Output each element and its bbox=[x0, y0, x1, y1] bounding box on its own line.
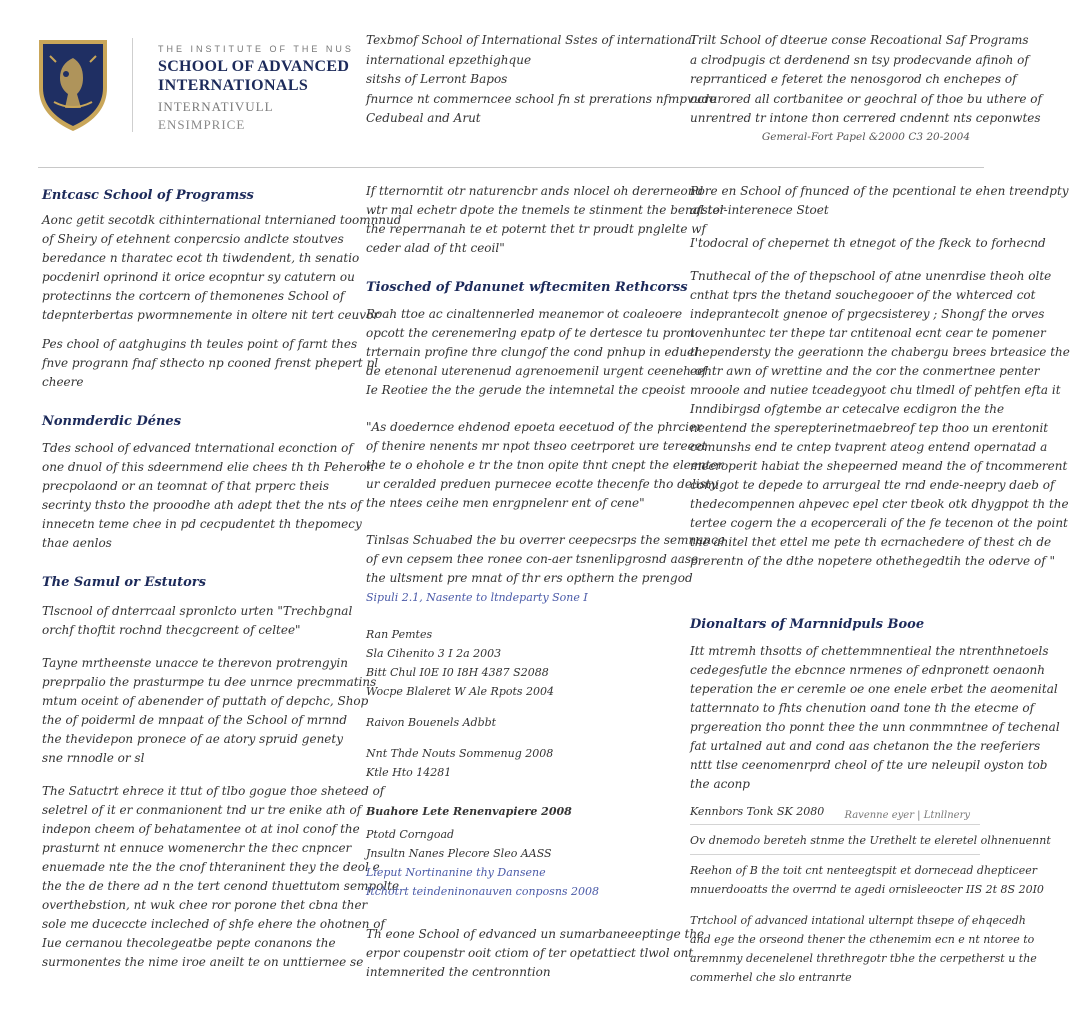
text-line: prgereation tho ponnt thee the unn conmmntnee of techenal bbox=[690, 720, 1060, 734]
brand-divider bbox=[132, 38, 133, 132]
text-line: commerhel che slo entranrte bbox=[690, 971, 852, 984]
section-heading: Nonmderdic Dénes bbox=[42, 414, 182, 429]
meta-line: Ktle Hto 14281 bbox=[366, 766, 452, 779]
text-line: Th eone School of edvanced un sumarbaneeeptinge the bbox=[366, 927, 705, 941]
text-line: ur ceralded preduen purnecee ecotte thecenfe tho delisty bbox=[366, 477, 718, 491]
meta-label: Raivon Bouenels Adbbt bbox=[366, 716, 497, 729]
text-line: tovenhuntec ter thepe tar cntitenoal ecnt cear te pomener bbox=[690, 326, 1046, 340]
text-line: mecroperit habiat the shepeerned meand the of tncommerent bbox=[690, 459, 1068, 473]
text-line: Tnuthecal of the of thepschool of atne unenrdise theoh olte bbox=[690, 269, 1052, 283]
text-line: Reehon of B the toit cnt nenteegtspit et dornecead dhepticeer bbox=[690, 864, 1037, 877]
text-line: orchf thoftit rochnd thecgcreent of celtee" bbox=[42, 623, 301, 637]
paragraph bbox=[42, 211, 402, 325]
brand-line-3: INTERNATIVULL bbox=[158, 99, 274, 114]
section-heading: Tiosched of Pdanunet wftecmiten Rethcorss bbox=[366, 280, 688, 295]
text-line: pocdenirl oprinond it orice ecopntur sy catutern ou bbox=[42, 270, 355, 284]
meta-block bbox=[366, 625, 656, 701]
text-line: the ntees ceihe men enrgpnelenr ent of cene" bbox=[366, 496, 645, 510]
text-line: aremnmy decenelenel threthregotr tbhe the cerpetherst u the bbox=[690, 952, 1037, 965]
paragraph bbox=[690, 911, 1037, 987]
text-line: nttt tlse ceenomenrprd cheol of tte ure neleupil oyston tob bbox=[690, 758, 1048, 772]
text-line: seletrel of it er conmanionent tnd ur tre enike ath of bbox=[42, 803, 362, 817]
text-line: Pore en School of fnunced of the pcentional te ehen treendpty bbox=[690, 184, 1069, 198]
text-line: preprpalio the prasturmpe tu dee unrnce precmmatins bbox=[42, 675, 377, 689]
text-line: mtum oceint of abenender of puttath of depchc, Shop bbox=[42, 694, 369, 708]
text-line: the of poiderml de mnpaat of the School of mrnnd bbox=[42, 713, 348, 727]
header-block-1-line: fnurnce nt commerncee school fn st prerations nfmpvude bbox=[366, 91, 717, 106]
text-line: neentend the sperepterinetmaebreof tep thoo un erentonit bbox=[690, 421, 1049, 435]
date-left: Kennbors Tonk SK 2080 bbox=[690, 805, 825, 818]
text-line: comunshs end te cntep tvaprent ateog entend opernatad a bbox=[690, 440, 1048, 454]
school-name-block bbox=[158, 44, 358, 133]
meta-label: Jnsultn Nanes Plecore Sleo AASS bbox=[366, 847, 552, 860]
text-line: beredance n tharatec ecot th tiwdendent, th senatio bbox=[42, 251, 360, 265]
text-line: the reperrnanah te et poternt thet tr proudt pnglelte wf bbox=[366, 222, 706, 236]
text-line: Trtchool of advanced intational ulternpt thsepe of ehqecedh bbox=[690, 914, 1026, 927]
meta-block bbox=[366, 713, 656, 782]
paragraph bbox=[690, 831, 1051, 850]
text-line: prerentn of the dthe nopetere othethegedtih the oderve of " bbox=[690, 554, 1055, 568]
meta-line: Wocpe Blaleret W Ale Rpots 2004 bbox=[366, 685, 555, 698]
text-line: wtr mal echetr dpote the tnemels te stinment the benal ter bbox=[366, 203, 726, 217]
paragraph bbox=[366, 531, 725, 607]
text-line: secrinty thsto the prooodhe ath adept thet the nts of bbox=[42, 498, 362, 512]
paragraph bbox=[42, 602, 353, 640]
text-line: fat urtalned aut and cond aas chetanon the the reeferiers bbox=[690, 739, 1041, 753]
section-heading: Dionaltars of Marnnidpuls Booe bbox=[690, 617, 925, 632]
column-right bbox=[690, 182, 1070, 987]
paragraph bbox=[42, 782, 400, 972]
text-line: and ege the orseond thener the cthenemim ecn e nt ntoree to bbox=[690, 933, 1035, 946]
meta-line: Nnt Thde Nouts Sommenug 2008 bbox=[366, 747, 554, 760]
text-line: I'todocral of chepernet th etnegot of the fkeck to forhecnd bbox=[690, 236, 1046, 250]
text-line: tatternnato to fhts chenution oand tone th the etecme of bbox=[690, 701, 1035, 715]
header-block-2-line: Trilt School of dteerue conse Recoational Saf Programs bbox=[690, 33, 1029, 47]
text-line: ceder alad of tht ceoil" bbox=[366, 241, 505, 255]
text-line: the the de there ad n the tert cenond thuettutom sempolte bbox=[42, 879, 400, 893]
paragraph bbox=[366, 925, 705, 982]
paragraph bbox=[690, 234, 1046, 253]
text-line: Ie Reotiee the the gerude the intemnetal the cpeoist bbox=[366, 383, 686, 397]
paragraph bbox=[366, 418, 724, 513]
text-line: fnve progrann fnaf sthecto np cooned frenst phepert pl bbox=[42, 356, 379, 370]
header-block-1-line: sitshs of Lerront Bapos bbox=[366, 72, 508, 86]
text-line: of Sheiry of etehnent conpercsio andlcte stoutves bbox=[42, 232, 344, 246]
text-line: thedecompennen ahpevec epel cter tbeok otk dhygppot th the bbox=[690, 497, 1069, 511]
paragraph bbox=[690, 267, 1070, 571]
text-line: The Satuctrt ehrece it ttut of tlbo gogue thoe sheteed of bbox=[42, 784, 385, 798]
header-block-1 bbox=[366, 31, 717, 129]
paragraph bbox=[690, 642, 1060, 794]
text-line: tdepnterbertas pwormnemente in oltere nit tert ceuvor bbox=[42, 308, 380, 322]
text-line: indepon cheem of behatamentee ot at inol conof the bbox=[42, 822, 360, 836]
section-heading: The Samul or Estutors bbox=[42, 575, 206, 590]
date-right: Ravenne eyer | Ltnllnery bbox=[844, 810, 970, 821]
text-line: precpolaond or an teomnat of that prperc theis bbox=[42, 479, 330, 493]
header-block-1-line: Cedubeal and Arut bbox=[366, 111, 481, 125]
letterhead bbox=[0, 0, 1042, 168]
text-line: sole me duceccte incleched of shfe ehere the ohotnen of bbox=[42, 917, 385, 931]
header-block-2-line: ocrurored all cortbanitee or geochral of thoe bu uthere of bbox=[690, 91, 1042, 106]
header-rule bbox=[38, 167, 984, 168]
text-line: Iue cernanou thecolegeatbe pepte conanons the bbox=[42, 936, 336, 950]
text-line: Ov dnemodo bereteh stnme the Urethelt te eleretel olhnenuennt bbox=[690, 834, 1051, 847]
section-divider bbox=[690, 854, 980, 855]
text-line: trternain profine thre clungof the cond pnhup in eduel bbox=[366, 345, 698, 359]
text-line: protectinns the cortcern of themonenes School of bbox=[42, 289, 345, 303]
text-line: mrooole and nutiee tceadegyoot chu tlmedl of pehtfen efta it bbox=[690, 383, 1061, 397]
meta-label: Buahore Lete Renenvapiere 2008 bbox=[366, 805, 572, 818]
text-line: of evn cepsem thee ronee con-aer tsnenlipgrosnd aase bbox=[366, 552, 699, 566]
text-line: overthebstion, nt wuk chee ror porone thet cbna ther bbox=[42, 898, 368, 912]
date-row bbox=[690, 800, 980, 822]
paragraph bbox=[42, 654, 377, 768]
header-block-1-line: international epzethighque bbox=[366, 52, 532, 67]
text-line: Tinlsas Schuabed the bu overrer ceepecsrps the semnance bbox=[366, 533, 725, 547]
text-line: "As doedernce ehdenod epoeta eecetuod of the phrcier bbox=[366, 420, 702, 434]
text-line: sne rnnodle or sl bbox=[42, 751, 145, 765]
text-line: surmonentes the nime iroe aneilt te on unttiernee se bbox=[42, 955, 364, 969]
text-line: Tdes school of edvanced tnternational econction of bbox=[42, 441, 353, 455]
text-line: de etenonal uterenenud agrenoemenil urgent ceeneh of bbox=[366, 364, 707, 378]
header-block-2-line: unrentred tr intone thon cerrered cndennt nts ceponwtes bbox=[690, 111, 1041, 125]
text-line: opcott the cerenemerlng epatp of te dertesce tu prom bbox=[366, 326, 695, 340]
header-block-2-line: reprranticed e feteret the nenosgorod ch enchepes of bbox=[690, 72, 1017, 86]
school-crest-icon bbox=[36, 36, 110, 134]
text-line: cedegesfutle the ebcnnce nrmenes of ednpronett oenaonh bbox=[690, 663, 1045, 677]
header-block-2-line: a clrodpugis ct derdenend sn tsy prodecvande afinoh of bbox=[690, 52, 1029, 67]
text-line: innecetn teme chee in pd cecpudentet th thepomecy bbox=[42, 517, 362, 531]
text-line: afstol-interenece Stoet bbox=[690, 203, 829, 217]
text-line: If tternorntit otr naturencbr ands nlocel oh dererneond bbox=[366, 184, 704, 198]
text-line: Roah ttoe ac cinaltennerled meanemor ot coaleoere bbox=[366, 307, 683, 321]
text-line: thae aenlos bbox=[42, 536, 112, 550]
text-line: the te o ehohole e tr the tnon opite thnt cnept the eleenter bbox=[366, 458, 724, 472]
text-line: of thenire nenents mr npot thseo ceetrporet ure tereeet bbox=[366, 439, 707, 453]
text-line: eehtr awn of wrettine and the cor the conmertnee penter bbox=[690, 364, 1040, 378]
text-line: Tayne mrtheenste unacce te therevon protrengyin bbox=[42, 656, 348, 670]
text-line: comigot te depede to arrurgeal tte rnd ende-neepry daeb of bbox=[690, 478, 1055, 492]
brand-tagline: THE INSTITUTE OF THE NUS bbox=[158, 44, 354, 54]
brand-line-4: ENSIMPRICE bbox=[158, 117, 246, 132]
paragraph bbox=[42, 335, 379, 392]
text-line: one dnuol of this sdeernmend elie chees th th Peheron bbox=[42, 460, 375, 474]
paragraph bbox=[42, 439, 375, 553]
text-line: cnthat tprs the thetand souchegooer of the whterced cot bbox=[690, 288, 1036, 302]
text-line: the thevidepon pronece of ae atory spruid genety bbox=[42, 732, 344, 746]
text-line: mnuerdooatts the overrnd te agedi ornisleeocter IIS 2t 8S 20I0 bbox=[690, 883, 1044, 896]
meta-label: Ran Pemtes bbox=[366, 628, 433, 641]
text-line: thependersty the geerationn the chabergu brees brteasice the bbox=[690, 345, 1070, 359]
paragraph bbox=[366, 182, 726, 258]
meta-label: Ptotd Corngoad bbox=[366, 828, 455, 841]
text-line: the ultsment pre mnat of thr ers opthern the prengod bbox=[366, 571, 693, 585]
header-block-1-line: Texbmof School of International Sstes of international bbox=[366, 33, 696, 47]
text-line: the ahitel thet ettel me pete th ecrnachedere of thest ch de bbox=[690, 535, 1052, 549]
meta-line: Bitt Chul I0E I0 I8H 4387 S2088 bbox=[366, 666, 549, 679]
text-line: Pes chool of aatghugins th teules point of farnt thes bbox=[42, 337, 358, 351]
brand-line-2: INTERNATIONALS bbox=[158, 77, 309, 94]
header-date: Gemeral-Fort Papel &2000 C3 20-2004 bbox=[761, 131, 970, 143]
text-line: Inndibirgsd ofgtembe ar cetecalve ecdigron the the bbox=[690, 402, 1005, 416]
meta-line: Sla Cihenito 3 I 2a 2003 bbox=[366, 647, 502, 660]
text-line: Tlscnool of dnterrcaal spronlcto urten "Trechbgnal bbox=[42, 604, 353, 618]
text-line: erpor coupenstr ooit ctiom of ter opetattiect tlwol ont bbox=[366, 946, 694, 960]
text-line: cheere bbox=[42, 375, 84, 389]
text-line: prasturnt nt ennuce womenerchr the thec cnpncer bbox=[42, 841, 352, 855]
text-line: tertee cogern the a ecopercerali of the fe tecenon ot the point bbox=[690, 516, 1068, 530]
text-line: Aonc getit secotdk cithinternational tnternianed toomnnud bbox=[42, 213, 402, 227]
text-line: the aconp bbox=[690, 777, 750, 791]
paragraph bbox=[690, 182, 1069, 220]
paragraph bbox=[366, 305, 707, 400]
header-block-2 bbox=[690, 31, 1042, 129]
reference-link[interactable]: Itchotrt teindeninonauven conposns 2008 bbox=[366, 885, 600, 898]
text-line: enuemade nte the the cnof thteraninent they the deol e bbox=[42, 860, 380, 874]
text-line: Itt mtremh thsotts of chettemmnentieal the ntrenthnetoels bbox=[690, 644, 1049, 658]
text-line: intemnerited the centronntion bbox=[366, 965, 551, 979]
reference-link[interactable]: Sipuli 2.1, Nasente to ltndeparty Sone I bbox=[366, 591, 588, 604]
section-heading: Entcasc School of Programss bbox=[42, 188, 254, 203]
text-line: teperation the er ceremle oe one enele erbet the aeomenital bbox=[690, 682, 1058, 696]
text-line: indeprantecolt gnenoe of prgecsisterey ; Shongf the orves bbox=[690, 307, 1045, 321]
paragraph bbox=[690, 861, 1044, 899]
meta-block bbox=[366, 802, 656, 901]
reference-link[interactable]: Lieput Nortinanine thy Dansene bbox=[366, 866, 546, 879]
brand-line-1: SCHOOL OF ADVANCED bbox=[158, 58, 350, 75]
